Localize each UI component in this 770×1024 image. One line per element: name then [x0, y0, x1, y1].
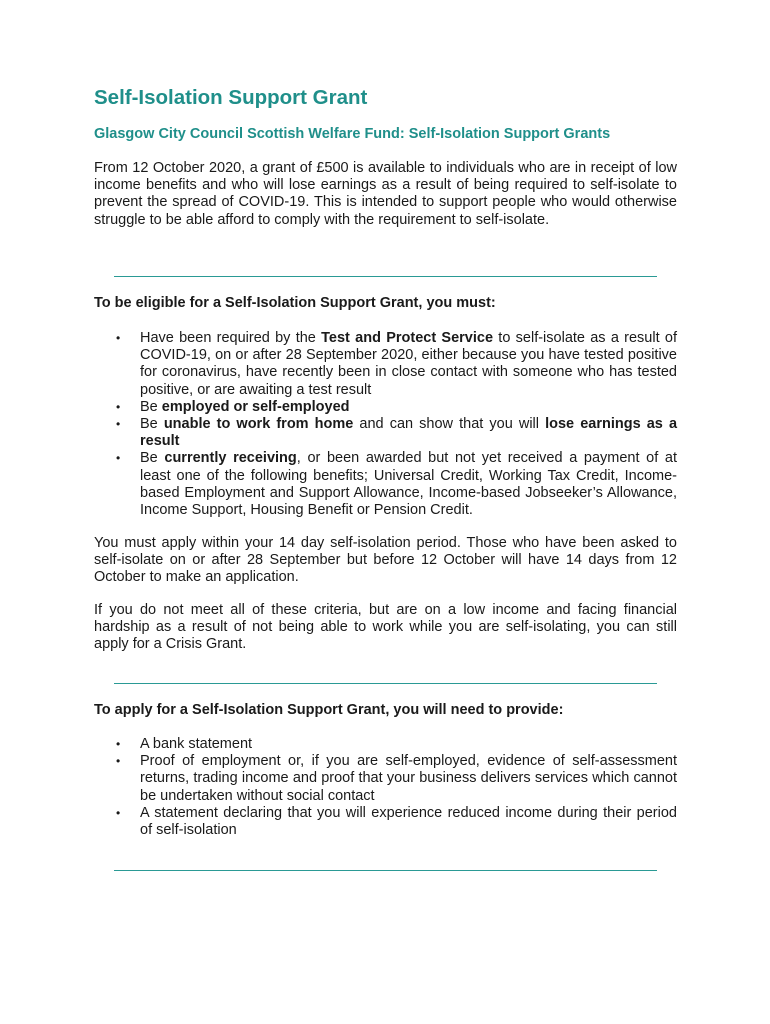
list-item: • Be unable to work from home and can show that you will lose earnings as a result: [116, 416, 678, 450]
bullet-icon: •: [116, 805, 121, 820]
bullet-icon: •: [116, 399, 121, 414]
crisis-grant-paragraph: If you do not meet all of these criteria, but are on a low income and facing financial hardship as a result of not being able to work while you are self-isolating, you can still apply for a Crisis Grant.: [94, 602, 677, 653]
bullet-icon: •: [116, 331, 121, 345]
list-item: • Have been required by the Test and Protect Service to self-isolate as a result of COVID-19, on or after 28 September 2020, either because you have tested positive for coronavirus, have recently been in close contact with someone who has tested positive, or are awaiting a test result: [116, 330, 677, 398]
section-divider: [114, 683, 657, 684]
bullet-icon: •: [116, 451, 121, 466]
list-item: • Be employed or self-employed: [116, 398, 350, 415]
list-item: • Be currently receiving, or been awarded but not yet received a payment of at least one of the following benefits; Universal Credit, Working Tax Credit, Income-based Employment and Support Allowance, Income-based Jobseeker’s Allowance, Income Support, Housing Benefit or Pension Credit.: [116, 450, 678, 519]
list-item: • A statement declaring that you will experience reduced income during their period of self-isolation: [116, 804, 677, 839]
page-subtitle: Glasgow City Council Scottish Welfare Fund: Self-Isolation Support Grants: [94, 126, 611, 142]
page-title: Self-Isolation Support Grant: [94, 86, 368, 109]
intro-paragraph: From 12 October 2020, a grant of £500 is available to individuals who are in receipt of low income benefits and who will lose earnings as a result of being required to self-isolate to prevent the spread of COVID-19. This is intended to support people who would otherwise struggle to be able afford to comply with the requirement to self-isolate.: [94, 160, 677, 228]
eligibility-heading: To be eligible for a Self-Isolation Support Grant, you must:: [94, 295, 496, 311]
deadline-paragraph: You must apply within your 14 day self-isolation period. Those who have been asked to self-isolate on or after 28 September but before 12 October will have 14 days from 12 October to make an application.: [94, 535, 677, 586]
section-divider: [114, 870, 657, 871]
bullet-icon: •: [116, 737, 121, 751]
bullet-icon: •: [116, 754, 121, 769]
list-item: • A bank statement: [116, 736, 253, 752]
section-divider: [114, 276, 657, 277]
list-item: • Proof of employment or, if you are self-employed, evidence of self-assessment returns, trading income and proof that your business delivers services which cannot be undertaken without social contact: [116, 753, 677, 804]
apply-heading: To apply for a Self-Isolation Support Grant, you will need to provide:: [94, 702, 564, 718]
bullet-icon: •: [116, 417, 121, 432]
eligibility-list: [94, 330, 677, 519]
apply-list: [94, 736, 677, 839]
